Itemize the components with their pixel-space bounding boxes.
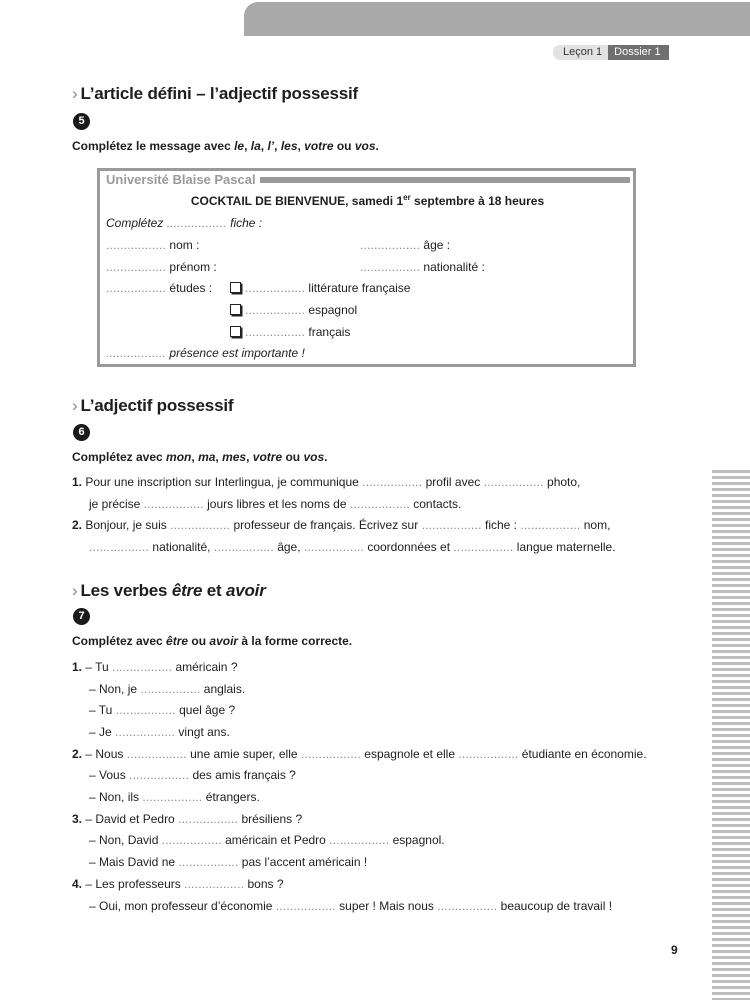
page-number: 9 xyxy=(671,943,678,957)
checkbox-row[interactable]: ................. français xyxy=(230,324,350,340)
checkbox-icon[interactable] xyxy=(230,282,241,293)
exercise-line: je précise ................. jours libres et les noms de ................. contacts. xyxy=(89,497,462,511)
chevron-right-icon: › xyxy=(72,581,78,600)
top-header-bar xyxy=(244,2,750,36)
exercise-line: – Oui, mon professeur d’économie ................. super ! Mais nous ................. beaucoup de travail ! xyxy=(89,899,613,913)
form-row: ................. études : xyxy=(106,281,213,295)
form-row: Complétez ................. fiche : xyxy=(106,216,263,230)
exercise-line: – Non, ils ................. étrangers. xyxy=(89,790,260,804)
side-stripes xyxy=(712,470,750,1000)
form-row: ................. présence est importante ! xyxy=(106,346,305,360)
section-title-1: › L’article défini – l’adjectif possessif xyxy=(72,84,358,103)
form-row: ................. prénom : xyxy=(106,260,217,274)
exercise-line: 2. – Nous ................. une amie super, elle ................. espagnole et elle ................. étudiante en économie. xyxy=(72,747,647,761)
lecon-label: Leçon 1 xyxy=(553,45,608,60)
exercise-number-6: 6 xyxy=(73,424,90,441)
exercise-line: 2. Bonjour, je suis ................. professeur de français. Écrivez sur ................. fiche : ................. nom, xyxy=(72,518,611,532)
exercise-line: 1. Pour une inscription sur Interlingua, je communique ................. profil avec ................. photo, xyxy=(72,475,581,489)
chevron-right-icon: › xyxy=(72,84,78,103)
exercise-line: 3. – David et Pedro ................. brésiliens ? xyxy=(72,812,303,826)
exercise-line: – Non, je ................. anglais. xyxy=(89,682,246,696)
university-name: Université Blaise Pascal xyxy=(106,172,256,187)
instruction-7: Complétez avec être ou avoir à la forme correcte. xyxy=(72,634,353,648)
exercise-number-5: 5 xyxy=(73,113,90,130)
lesson-badge xyxy=(553,45,669,60)
form-row: ................. âge : xyxy=(360,238,451,252)
university-bar xyxy=(260,177,630,183)
section-title-2: › L’adjectif possessif xyxy=(72,396,234,415)
section-title-3: › Les verbes être et avoir xyxy=(72,581,266,600)
form-row: ................. nom : xyxy=(106,238,200,252)
exercise-line: 1. – Tu ................. américain ? xyxy=(72,660,238,674)
checkbox-icon[interactable] xyxy=(230,326,241,337)
form-row: ................. nationalité : xyxy=(360,260,485,274)
instruction-5: Complétez le message avec le, la, l’, les, votre ou vos. xyxy=(72,139,379,153)
exercise-line: – Mais David ne ................. pas l’accent américain ! xyxy=(89,855,368,869)
checkbox-row[interactable]: ................. littérature française xyxy=(230,280,410,296)
exercise-line: – Vous ................. des amis français ? xyxy=(89,768,296,782)
exercise-line: – Je ................. vingt ans. xyxy=(89,725,230,739)
chevron-right-icon: › xyxy=(72,396,78,415)
instruction-6: Complétez avec mon, ma, mes, votre ou vos. xyxy=(72,450,328,464)
exercise-line: ................. nationalité, ................. âge, ................. coordonnées et ................. langue maternelle. xyxy=(89,540,616,554)
exercise-number-7: 7 xyxy=(73,608,90,625)
exercise-line: – Tu ................. quel âge ? xyxy=(89,703,236,717)
checkbox-row[interactable]: ................. espagnol xyxy=(230,302,357,318)
dossier-label: Dossier 1 xyxy=(608,45,668,60)
exercise-line: 4. – Les professeurs ................. bons ? xyxy=(72,877,284,891)
cocktail-title: COCKTAIL DE BIENVENUE, samedi 1er septembre à 18 heures xyxy=(190,193,545,208)
checkbox-icon[interactable] xyxy=(230,304,241,315)
exercise-line: – Non, David ................. américain et Pedro ................. espagnol. xyxy=(89,833,445,847)
